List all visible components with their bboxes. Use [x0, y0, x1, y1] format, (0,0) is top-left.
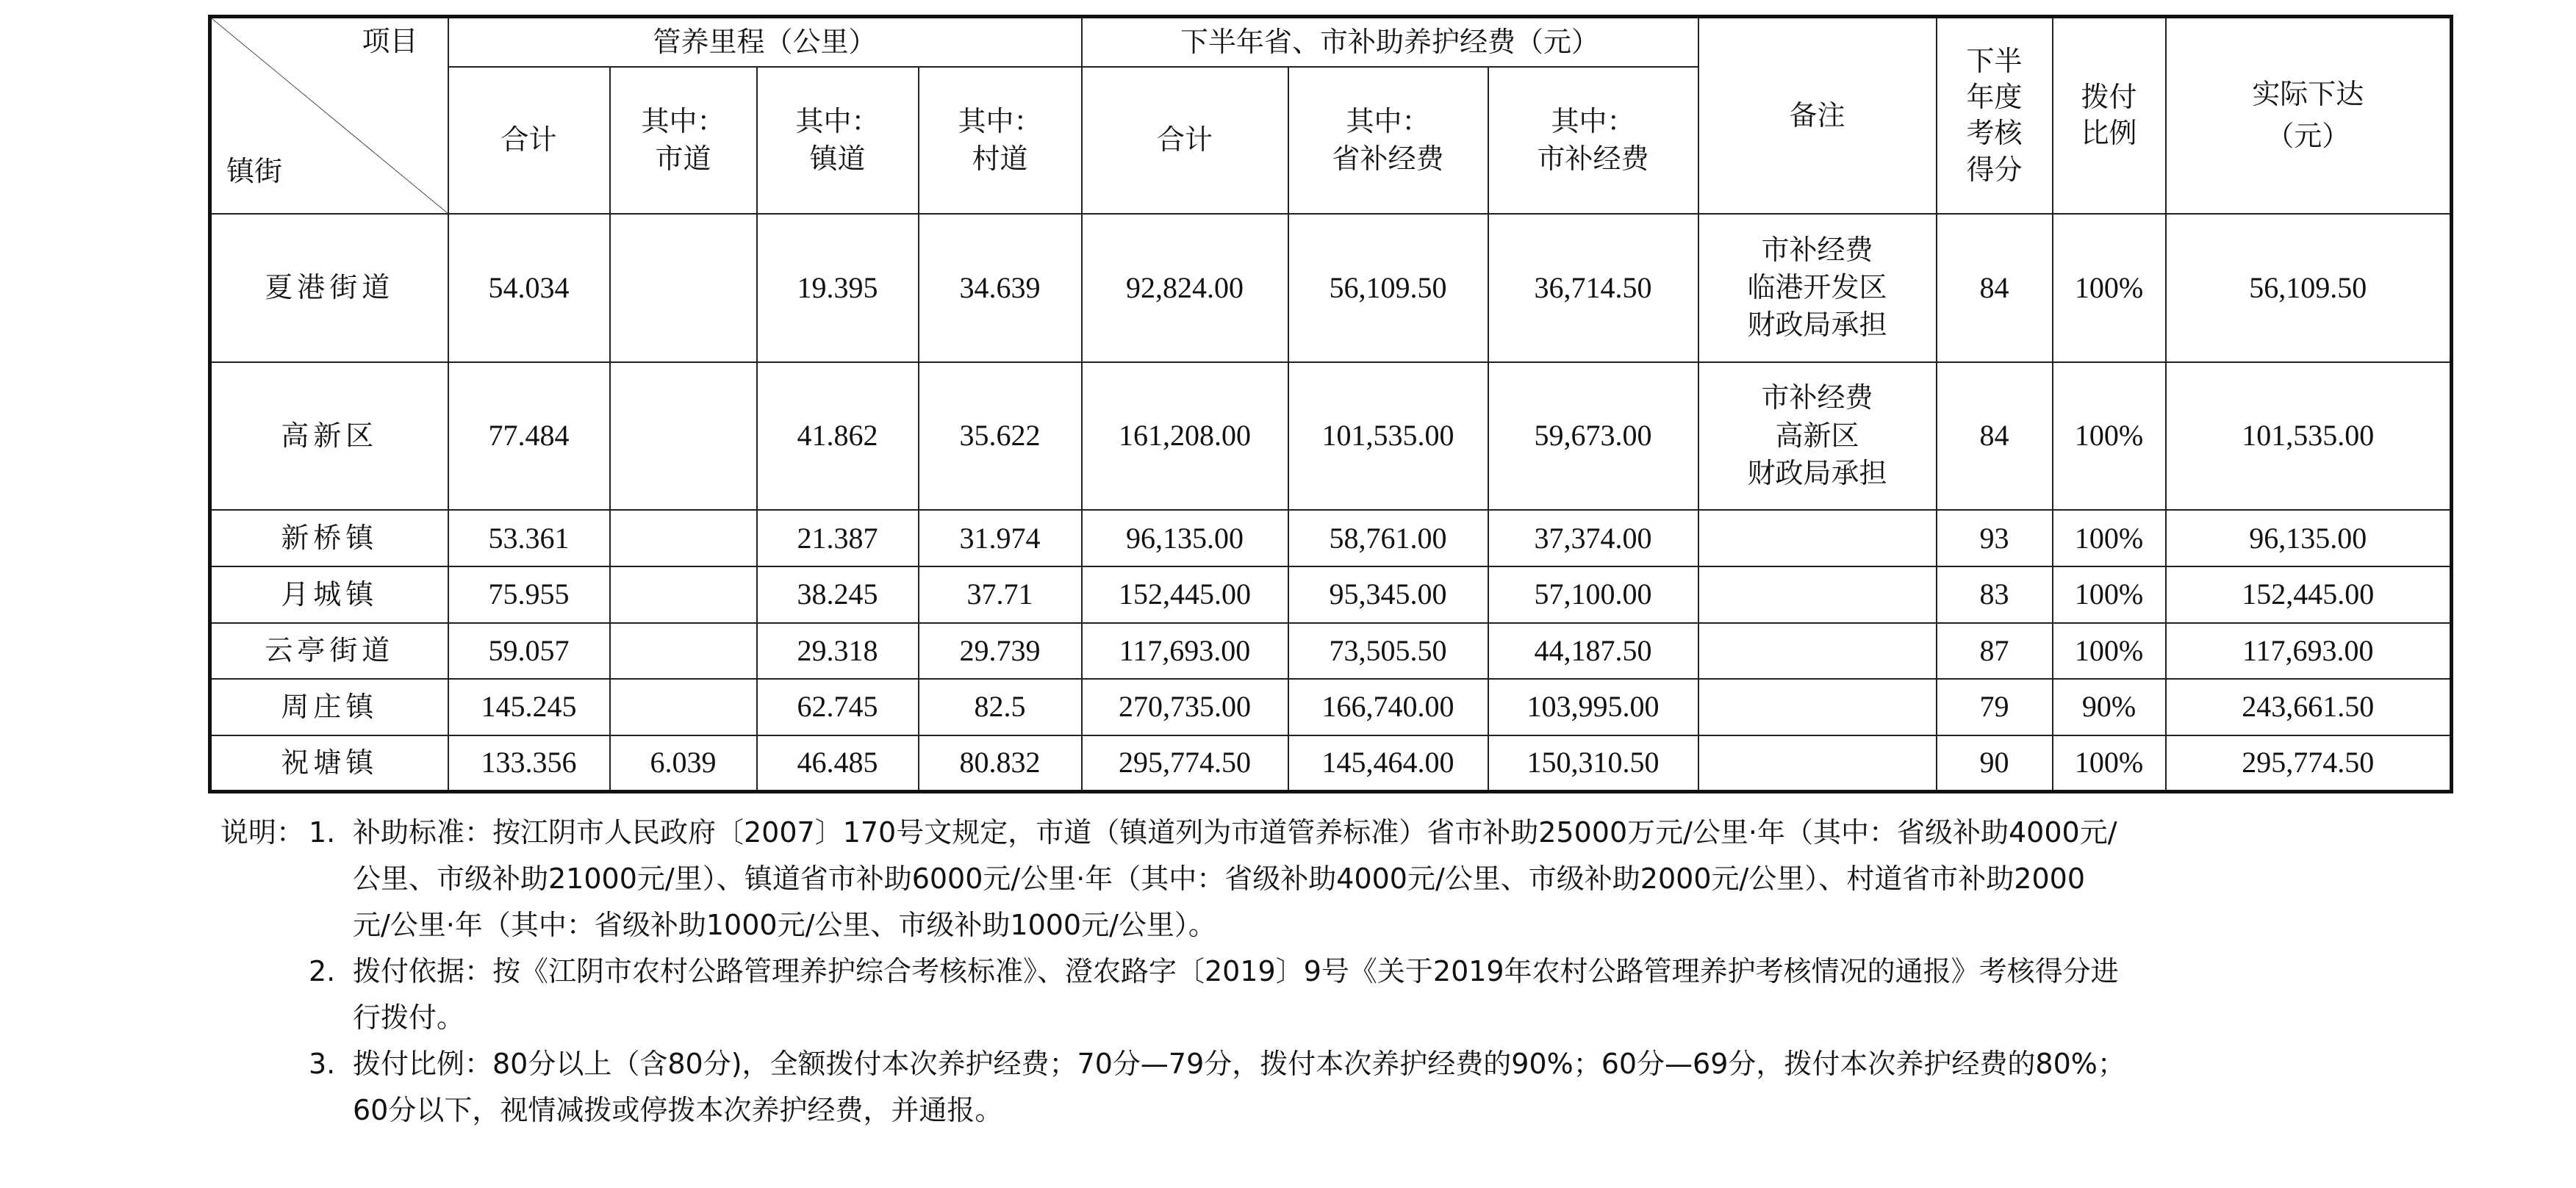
- cell-prov-funds: 56,109.50: [1288, 214, 1488, 362]
- cell-actual: 295,774.50: [2166, 735, 2452, 792]
- cell-remark: 市补经费 高新区 财政局承担: [1698, 362, 1937, 511]
- table-row: [210, 510, 2452, 566]
- cell-city-funds: 59,673.00: [1488, 362, 1698, 511]
- table-row: [210, 623, 2452, 680]
- cell-total-km: 59.057: [448, 623, 610, 680]
- notes-lead: [220, 1041, 309, 1087]
- notes-section: [220, 810, 2469, 1134]
- cell-ratio: 100%: [2053, 566, 2166, 623]
- cell-city-km: [610, 566, 757, 623]
- cell-total-km: 133.356: [448, 735, 610, 792]
- cell-village-km: 29.739: [919, 623, 1082, 680]
- cell-funds-total: 152,445.00: [1082, 566, 1288, 623]
- cell-score: 79: [1937, 679, 2053, 735]
- note-text: 元/公里·年（其中：省级补助1000元/公里、市级补助1000元/公里）。: [353, 909, 1216, 941]
- cell-prov-funds: 101,535.00: [1288, 362, 1488, 511]
- cell-city-funds: 150,310.50: [1488, 735, 1698, 792]
- cell-ratio: 90%: [2053, 679, 2166, 735]
- cell-score: 93: [1937, 510, 2053, 566]
- cell-score: 84: [1937, 214, 2053, 362]
- table-row: [210, 214, 2452, 362]
- cell-ratio: 100%: [2053, 623, 2166, 680]
- subheader-funds-2: 其中： 市补经费: [1488, 67, 1698, 214]
- note-line: [220, 902, 2469, 948]
- cell-remark: [1698, 679, 1937, 735]
- notes-lead: 说明：: [220, 816, 305, 849]
- corner-label-item: 项目: [362, 25, 418, 57]
- cell-remark: [1698, 510, 1937, 566]
- cell-city-funds: 44,187.50: [1488, 623, 1698, 680]
- cell-town-km: 38.245: [757, 566, 919, 623]
- subheader-mileage-0: 合计: [448, 67, 610, 214]
- cell-ratio: 100%: [2053, 510, 2166, 566]
- subheader-funds-0: 合计: [1082, 67, 1288, 214]
- cell-town: 夏港街道: [210, 214, 448, 362]
- cell-ratio: 100%: [2053, 735, 2166, 792]
- cell-city-km: [610, 679, 757, 735]
- table-row: [210, 679, 2452, 735]
- subheader-mileage-2: 其中： 镇道: [757, 67, 919, 214]
- cell-total-km: 75.955: [448, 566, 610, 623]
- cell-city-km: 6.039: [610, 735, 757, 792]
- cell-town-km: 21.387: [757, 510, 919, 566]
- cell-city-funds: 37,374.00: [1488, 510, 1698, 566]
- cell-village-km: 31.974: [919, 510, 1082, 566]
- cell-total-km: 53.361: [448, 510, 610, 566]
- cell-ratio: 100%: [2053, 362, 2166, 511]
- header-funds-group: 下半年省、市补助养护经费（元）: [1082, 17, 1698, 68]
- cell-actual: 152,445.00: [2166, 566, 2452, 623]
- header-remark: 备注: [1698, 17, 1937, 214]
- note-line: [220, 1087, 2469, 1134]
- table-row: [210, 566, 2452, 623]
- cell-funds-total: 96,135.00: [1082, 510, 1288, 566]
- cell-actual: 243,661.50: [2166, 679, 2452, 735]
- cell-prov-funds: 95,345.00: [1288, 566, 1488, 623]
- table-row: [210, 735, 2452, 792]
- subheader-mileage-1: 其中： 市道: [610, 67, 757, 214]
- cell-city-km: [610, 362, 757, 511]
- note-line: [220, 995, 2469, 1041]
- note-line: [220, 856, 2469, 902]
- header-ratio: 拨付比例: [2053, 17, 2166, 214]
- note-line: [220, 810, 2469, 856]
- cell-remark: 市补经费 临港开发区 财政局承担: [1698, 214, 1937, 362]
- cell-prov-funds: 166,740.00: [1288, 679, 1488, 735]
- cell-actual: 56,109.50: [2166, 214, 2452, 362]
- cell-town: 新桥镇: [210, 510, 448, 566]
- note-line: [220, 1041, 2469, 1087]
- cell-city-km: [610, 623, 757, 680]
- note-number: 3.: [309, 1048, 336, 1080]
- header-score: 下半年度考核得分: [1937, 17, 2053, 214]
- cell-prov-funds: 58,761.00: [1288, 510, 1488, 566]
- cell-village-km: 82.5: [919, 679, 1082, 735]
- cell-total-km: 145.245: [448, 679, 610, 735]
- cell-funds-total: 92,824.00: [1082, 214, 1288, 362]
- cell-city-funds: 36,714.50: [1488, 214, 1698, 362]
- cell-score: 83: [1937, 566, 2053, 623]
- cell-town: 高新区: [210, 362, 448, 511]
- cell-city-funds: 103,995.00: [1488, 679, 1698, 735]
- cell-remark: [1698, 735, 1937, 792]
- note-text: 拨付比例：80分以上（含80分)，全额拨付本次养护经费；70分—79分，拨付本次养护经费的90%；60分—69分，拨付本次养护经费的80%；: [353, 1048, 2125, 1080]
- cell-town: 月城镇: [210, 566, 448, 623]
- cell-city-km: [610, 214, 757, 362]
- cell-remark: [1698, 566, 1937, 623]
- corner-label-town: 镇街: [226, 155, 283, 188]
- cell-town-km: 29.318: [757, 623, 919, 680]
- corner-header-cell: [210, 17, 448, 214]
- notes-lead: [220, 948, 309, 995]
- cell-town-km: 62.745: [757, 679, 919, 735]
- cell-town: 祝塘镇: [210, 735, 448, 792]
- cell-funds-total: 161,208.00: [1082, 362, 1288, 511]
- cell-village-km: 35.622: [919, 362, 1082, 511]
- cell-village-km: 80.832: [919, 735, 1082, 792]
- subheader-funds-1: 其中： 省补经费: [1288, 67, 1488, 214]
- cell-prov-funds: 145,464.00: [1288, 735, 1488, 792]
- cell-total-km: 54.034: [448, 214, 610, 362]
- cell-town: 周庄镇: [210, 679, 448, 735]
- note-number: 1.: [309, 816, 336, 849]
- cell-ratio: 100%: [2053, 214, 2166, 362]
- cell-town-km: 19.395: [757, 214, 919, 362]
- cell-town: 云亭街道: [210, 623, 448, 680]
- cell-actual: 117,693.00: [2166, 623, 2452, 680]
- header-mileage-group: 管养里程（公里）: [448, 17, 1082, 68]
- cell-actual: 96,135.00: [2166, 510, 2452, 566]
- note-text: 行拨付。: [353, 1001, 465, 1034]
- cell-town-km: 46.485: [757, 735, 919, 792]
- note-text: 补助标准：按江阴市人民政府〔2007〕170号文规定，市道（镇道列为市道管养标准）省市补助25000万元/公里·年（其中：省级补助4000元/: [353, 816, 2117, 849]
- cell-total-km: 77.484: [448, 362, 610, 511]
- note-text: 拨付依据：按《江阴市农村公路管理养护综合考核标准》、澄农路字〔2019〕9号《关于2019年农村公路管理养护考核情况的通报》考核得分进: [353, 955, 2119, 987]
- cell-score: 90: [1937, 735, 2053, 792]
- cell-funds-total: 295,774.50: [1082, 735, 1288, 792]
- maintenance-funds-table: [208, 15, 2453, 793]
- cell-village-km: 37.71: [919, 566, 1082, 623]
- cell-funds-total: 270,735.00: [1082, 679, 1288, 735]
- cell-town-km: 41.862: [757, 362, 919, 511]
- cell-prov-funds: 73,505.50: [1288, 623, 1488, 680]
- cell-score: 87: [1937, 623, 2053, 680]
- cell-funds-total: 117,693.00: [1082, 623, 1288, 680]
- header-actual: 实际下达 （元）: [2166, 17, 2452, 214]
- note-text: 60分以下，视情减拨或停拨本次养护经费，并通报。: [353, 1094, 1003, 1126]
- table-row: [210, 362, 2452, 511]
- cell-actual: 101,535.00: [2166, 362, 2452, 511]
- note-text: 公里、市级补助21000元/里）、镇道省市补助6000元/公里·年（其中：省级补助4000元/公里、市级补助2000元/公里）、村道省市补助2000: [353, 863, 2086, 895]
- note-number: 2.: [309, 955, 336, 987]
- cell-village-km: 34.639: [919, 214, 1082, 362]
- note-line: [220, 948, 2469, 995]
- cell-city-funds: 57,100.00: [1488, 566, 1698, 623]
- cell-score: 84: [1937, 362, 2053, 511]
- subheader-mileage-3: 其中： 村道: [919, 67, 1082, 214]
- cell-city-km: [610, 510, 757, 566]
- cell-remark: [1698, 623, 1937, 680]
